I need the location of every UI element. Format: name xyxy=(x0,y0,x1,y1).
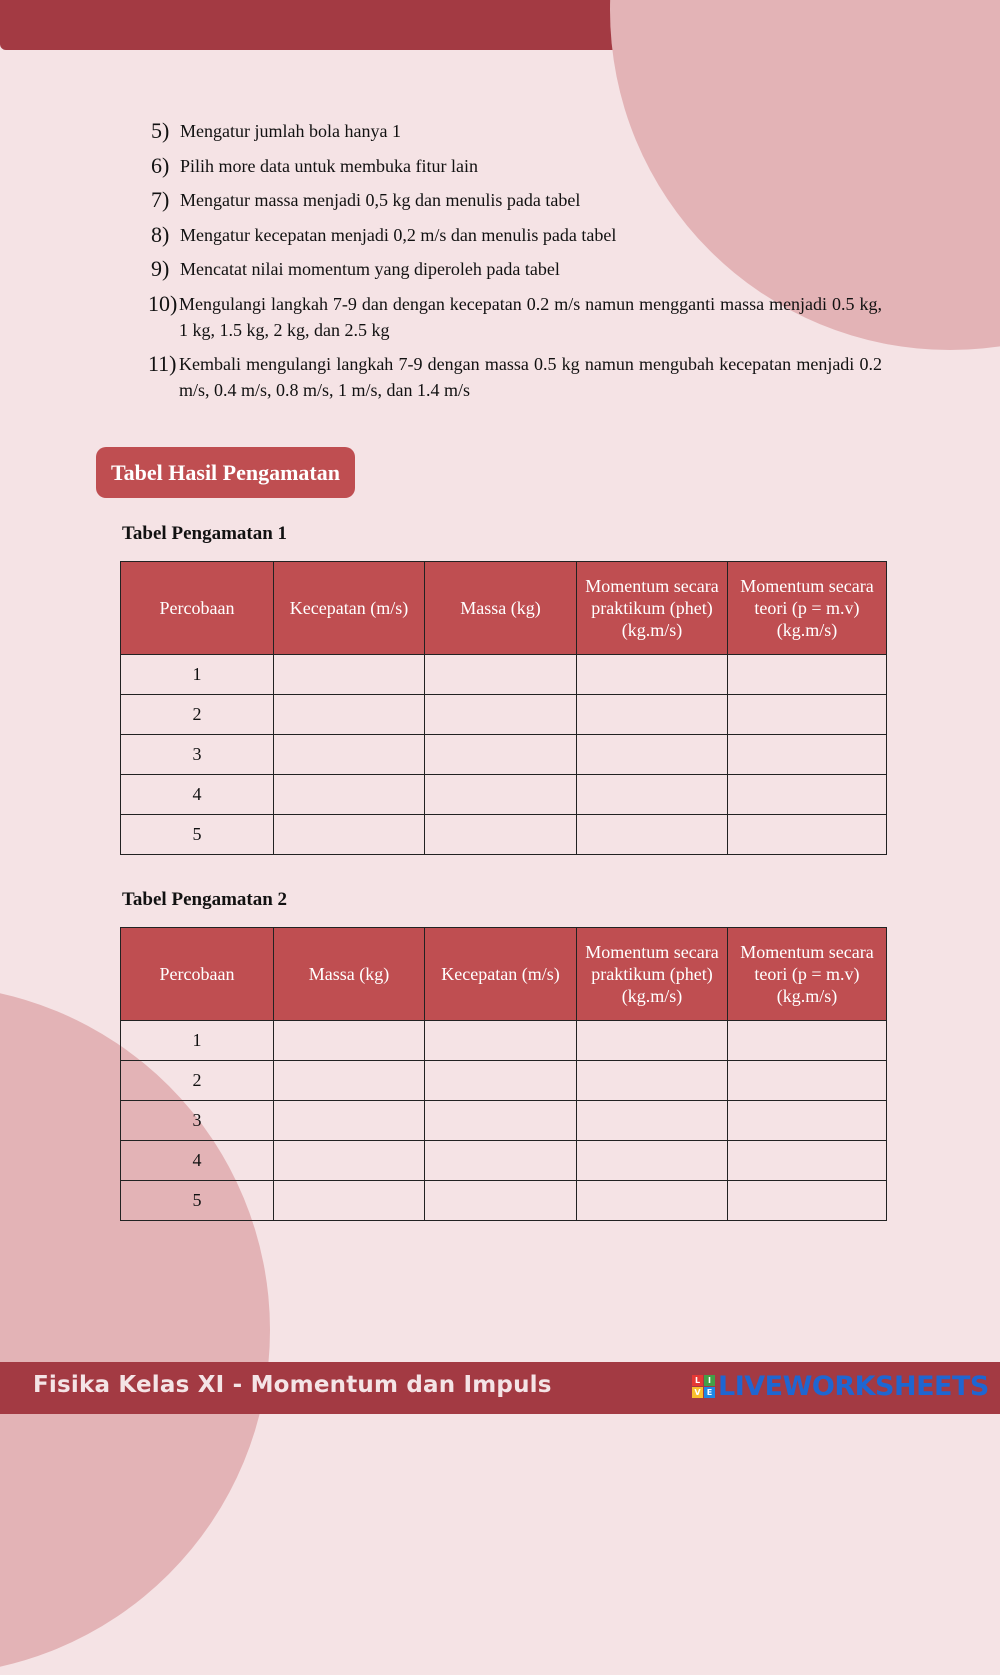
logo-tile: E xyxy=(704,1387,715,1398)
trial-number: 4 xyxy=(121,775,274,815)
answer-cell[interactable] xyxy=(728,1101,887,1141)
table-row xyxy=(121,695,887,735)
step-number: 5) xyxy=(151,118,170,143)
step-item xyxy=(146,153,882,179)
step-number: 9) xyxy=(151,256,170,281)
brand-name: LIVEWORKSHEETS xyxy=(718,1371,989,1402)
table-row xyxy=(121,775,887,815)
trial-number: 4 xyxy=(121,1141,274,1181)
answer-cell[interactable] xyxy=(274,775,425,815)
section-heading: Tabel Hasil Pengamatan xyxy=(96,447,355,498)
observation-table-2 xyxy=(120,927,887,1221)
table-row xyxy=(121,1181,887,1221)
step-number: 10) xyxy=(148,290,178,316)
step-number: 6) xyxy=(151,152,170,178)
answer-cell[interactable] xyxy=(728,735,887,775)
table-row xyxy=(121,815,887,855)
answer-cell[interactable] xyxy=(728,655,887,695)
answer-cell[interactable] xyxy=(274,695,425,735)
table-header-row xyxy=(121,562,887,655)
answer-cell[interactable] xyxy=(274,655,425,695)
step-text: Mengatur kecepatan menjadi 0,2 m/s dan menulis pada tabel xyxy=(180,224,617,245)
header-cell: Kecepatan (m/s) xyxy=(274,562,425,655)
step-number: 8) xyxy=(151,221,170,247)
trial-number: 3 xyxy=(121,735,274,775)
step-item xyxy=(146,118,882,144)
header-cell: Momentum secara teori (p = m.v) (kg.m/s) xyxy=(728,562,887,655)
answer-cell[interactable] xyxy=(577,815,728,855)
header-cell: Massa (kg) xyxy=(274,928,425,1021)
header-cell: Percobaan xyxy=(121,928,274,1021)
header-cell: Percobaan xyxy=(121,562,274,655)
step-text: Mengulangi langkah 7-9 dan dengan kecepatan 0.2 m/s namun mengganti massa menjadi 0.5 kg, 1 kg, 1.5 kg, 2 kg, dan 2.5 kg xyxy=(179,293,882,340)
trial-number: 3 xyxy=(121,1101,274,1141)
answer-cell[interactable] xyxy=(274,1181,425,1221)
table2-caption: Tabel Pengamatan 2 xyxy=(122,889,288,910)
answer-cell[interactable] xyxy=(728,775,887,815)
header-cell: Momentum secara teori (p = m.v) (kg.m/s) xyxy=(728,928,887,1021)
logo-tile: L xyxy=(692,1375,703,1386)
answer-cell[interactable] xyxy=(274,1021,425,1061)
answer-cell[interactable] xyxy=(728,695,887,735)
trial-number: 1 xyxy=(121,655,274,695)
logo-tiles-icon xyxy=(692,1375,715,1398)
table-header-row xyxy=(121,928,887,1021)
answer-cell[interactable] xyxy=(425,1061,577,1101)
step-item xyxy=(146,351,882,403)
header-cell: Momentum secara praktikum (phet) (kg.m/s) xyxy=(577,928,728,1021)
answer-cell[interactable] xyxy=(274,1101,425,1141)
answer-cell[interactable] xyxy=(425,1021,577,1061)
answer-cell[interactable] xyxy=(577,1181,728,1221)
table-row xyxy=(121,655,887,695)
header-cell: Massa (kg) xyxy=(425,562,577,655)
footer-title: Fisika Kelas XI - Momentum dan Impuls xyxy=(33,1372,552,1398)
answer-cell[interactable] xyxy=(274,1061,425,1101)
answer-cell[interactable] xyxy=(425,775,577,815)
step-number: 7) xyxy=(151,187,170,212)
logo-tile: I xyxy=(704,1375,715,1386)
trial-number: 2 xyxy=(121,695,274,735)
observation-table-1 xyxy=(120,561,887,855)
step-item xyxy=(146,291,882,343)
answer-cell[interactable] xyxy=(728,1021,887,1061)
answer-cell[interactable] xyxy=(425,735,577,775)
header-cell: Momentum secara praktikum (phet) (kg.m/s) xyxy=(577,562,728,655)
step-item xyxy=(146,187,882,213)
answer-cell[interactable] xyxy=(577,1061,728,1101)
answer-cell[interactable] xyxy=(577,655,728,695)
answer-cell[interactable] xyxy=(274,735,425,775)
answer-cell[interactable] xyxy=(425,1141,577,1181)
step-text: Kembali mengulangi langkah 7-9 dengan massa 0.5 kg namun mengubah kecepatan menjadi 0.2 m/s, 0.4 m/s, 0.8 m/s, 1 m/s, dan 1.4 m/s xyxy=(179,354,882,400)
answer-cell[interactable] xyxy=(425,655,577,695)
answer-cell[interactable] xyxy=(728,815,887,855)
answer-cell[interactable] xyxy=(425,1181,577,1221)
step-item xyxy=(146,256,882,282)
step-text: Mencatat nilai momentum yang diperoleh pada tabel xyxy=(180,259,560,279)
step-text: Mengatur massa menjadi 0,5 kg dan menulis pada tabel xyxy=(180,190,581,210)
trial-number: 5 xyxy=(121,1181,274,1221)
answer-cell[interactable] xyxy=(577,1141,728,1181)
step-item xyxy=(146,222,882,248)
step-text: Pilih more data untuk membuka fitur lain xyxy=(180,155,478,176)
table-row xyxy=(121,735,887,775)
answer-cell[interactable] xyxy=(425,1101,577,1141)
table-row xyxy=(121,1061,887,1101)
liveworksheets-logo[interactable] xyxy=(692,1371,989,1402)
trial-number: 2 xyxy=(121,1061,274,1101)
table-row xyxy=(121,1101,887,1141)
trial-number: 5 xyxy=(121,815,274,855)
answer-cell[interactable] xyxy=(274,1141,425,1181)
answer-cell[interactable] xyxy=(577,1101,728,1141)
answer-cell[interactable] xyxy=(425,695,577,735)
answer-cell[interactable] xyxy=(425,815,577,855)
answer-cell[interactable] xyxy=(728,1181,887,1221)
table1-caption: Tabel Pengamatan 1 xyxy=(122,523,288,544)
answer-cell[interactable] xyxy=(577,1021,728,1061)
procedure-steps xyxy=(146,118,882,412)
answer-cell[interactable] xyxy=(577,735,728,775)
step-text: Mengatur jumlah bola hanya 1 xyxy=(180,121,401,141)
answer-cell[interactable] xyxy=(274,815,425,855)
answer-cell[interactable] xyxy=(577,775,728,815)
answer-cell[interactable] xyxy=(577,695,728,735)
answer-cell[interactable] xyxy=(728,1061,887,1101)
trial-number: 1 xyxy=(121,1021,274,1061)
table-row xyxy=(121,1141,887,1181)
step-number: 11) xyxy=(148,351,177,376)
answer-cell[interactable] xyxy=(728,1141,887,1181)
header-cell: Kecepatan (m/s) xyxy=(425,928,577,1021)
table-row xyxy=(121,1021,887,1061)
logo-tile: V xyxy=(692,1387,703,1398)
